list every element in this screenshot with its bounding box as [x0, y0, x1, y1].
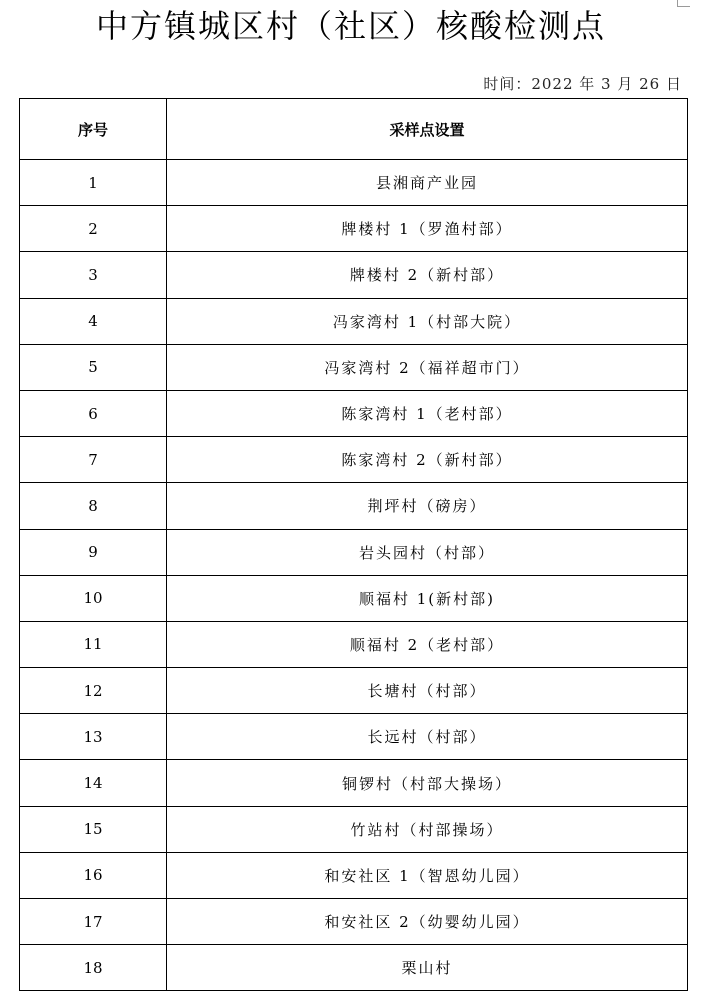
row-serial-number: 5	[20, 344, 167, 390]
row-serial-number: 9	[20, 529, 167, 575]
row-serial-number: 12	[20, 668, 167, 714]
row-sampling-site: 冯家湾村 1（村部大院）	[167, 298, 688, 344]
row-sampling-site: 冯家湾村 2（福祥超市门）	[167, 344, 688, 390]
table-row	[20, 760, 688, 806]
page-title: 中方镇城区村（社区）核酸检测点	[95, 7, 606, 45]
table-row	[20, 252, 688, 298]
row-sampling-site: 顺福村 1(新村部)	[167, 575, 688, 621]
row-serial-number: 18	[20, 945, 167, 991]
row-serial-number: 10	[20, 575, 167, 621]
row-serial-number: 1	[20, 160, 167, 206]
header-serial-number: 序号	[20, 99, 167, 160]
row-sampling-site: 长远村（村部）	[167, 714, 688, 760]
table-row	[20, 945, 688, 991]
testing-sites-table-container	[19, 98, 687, 991]
row-serial-number: 2	[20, 206, 167, 252]
row-sampling-site: 牌楼村 1（罗渔村部）	[167, 206, 688, 252]
row-sampling-site: 陈家湾村 1（老村部）	[167, 390, 688, 436]
row-sampling-site: 长塘村（村部）	[167, 668, 688, 714]
table-row	[20, 899, 688, 945]
row-sampling-site: 铜锣村（村部大操场）	[167, 760, 688, 806]
table-row	[20, 437, 688, 483]
header-sampling-site: 采样点设置	[167, 99, 688, 160]
table-row	[20, 160, 688, 206]
row-serial-number: 14	[20, 760, 167, 806]
row-serial-number: 17	[20, 899, 167, 945]
testing-sites-table	[19, 98, 688, 991]
row-serial-number: 8	[20, 483, 167, 529]
row-serial-number: 15	[20, 806, 167, 852]
row-serial-number: 3	[20, 252, 167, 298]
row-sampling-site: 陈家湾村 2（新村部）	[167, 437, 688, 483]
table-row	[20, 668, 688, 714]
row-sampling-site: 荆坪村（磅房）	[167, 483, 688, 529]
row-serial-number: 13	[20, 714, 167, 760]
row-sampling-site: 和安社区 1（智恩幼儿园）	[167, 852, 688, 898]
row-sampling-site: 竹站村（村部操场）	[167, 806, 688, 852]
table-row	[20, 852, 688, 898]
row-sampling-site: 和安社区 2（幼婴幼儿园）	[167, 899, 688, 945]
table-row	[20, 621, 688, 667]
table-row	[20, 298, 688, 344]
table-row	[20, 344, 688, 390]
row-sampling-site: 县湘商产业园	[167, 160, 688, 206]
table-header	[20, 99, 688, 160]
row-sampling-site: 栗山村	[167, 945, 688, 991]
row-serial-number: 7	[20, 437, 167, 483]
table-row	[20, 529, 688, 575]
row-sampling-site: 顺福村 2（老村部）	[167, 621, 688, 667]
table-row	[20, 390, 688, 436]
table-row	[20, 714, 688, 760]
row-sampling-site: 岩头园村（村部）	[167, 529, 688, 575]
table-body	[20, 160, 688, 991]
header-row	[20, 99, 688, 160]
table-row	[20, 806, 688, 852]
table-row	[20, 575, 688, 621]
row-sampling-site: 牌楼村 2（新村部）	[167, 252, 688, 298]
table-row	[20, 483, 688, 529]
row-serial-number: 4	[20, 298, 167, 344]
table-row	[20, 206, 688, 252]
row-serial-number: 11	[20, 621, 167, 667]
row-serial-number: 6	[20, 390, 167, 436]
date-line: 时间：2022 年 3 月 26 日	[483, 75, 682, 93]
row-serial-number: 16	[20, 852, 167, 898]
